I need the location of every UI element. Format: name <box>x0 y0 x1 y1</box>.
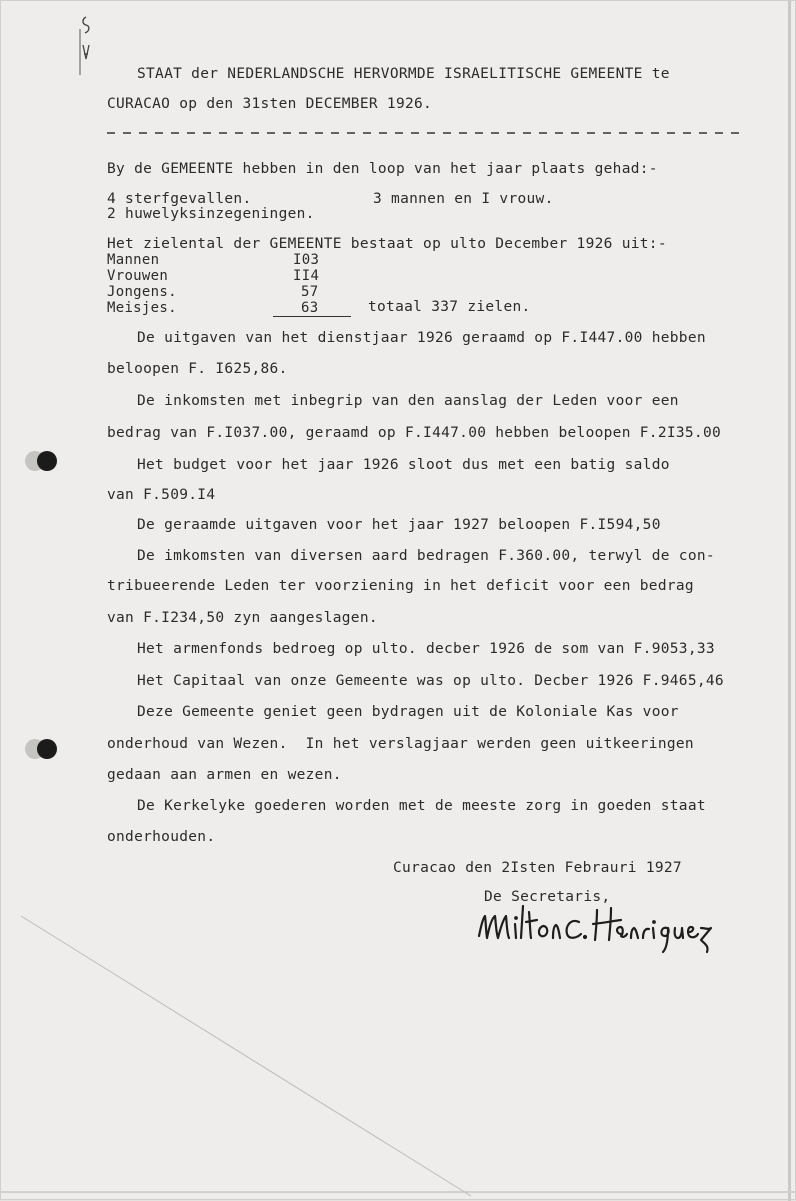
paragraph-line: Het Capitaal van onze Gemeente was op ulto. Decber 1926 F.9465,46 <box>137 673 724 689</box>
paragraph-line: beloopen F. I625,86. <box>107 361 288 377</box>
paragraph-line: bedrag van F.I037.00, geraamd op F.I447.00 hebben beloopen F.2I35.00 <box>107 425 722 441</box>
page-edge-bottom <box>1 1191 796 1193</box>
population-label-boys: Jongens. <box>107 284 177 300</box>
paragraph-line: tribueerende Leden ter voorziening in het deficit voor een bedrag <box>107 578 694 594</box>
punch-hole <box>37 739 57 759</box>
place-date: Curacao den 2Isten Febrauri 1927 <box>393 860 682 876</box>
paragraph-line: onderhouden. <box>107 829 216 845</box>
punch-hole <box>37 451 57 471</box>
paragraph-line: Het budget voor het jaar 1926 sloot dus met een batig saldo <box>137 457 670 473</box>
deaths-detail: 3 mannen en I vrouw. <box>373 191 554 207</box>
handwritten-signature <box>471 896 721 956</box>
heading-line-2: CURACAO op den 31sten DECEMBER 1926. <box>107 96 433 112</box>
secretary-title: De Secretaris, <box>484 889 611 905</box>
paragraph-line: van F.509.I4 <box>107 487 216 503</box>
paragraph-line: De Kerkelyke goederen worden met de meeste zorg in goeden staat <box>137 798 706 814</box>
population-sum-rule <box>273 316 351 317</box>
page-edge-right <box>788 1 791 1201</box>
marriages-line: 2 huwelyksinzegeningen. <box>107 206 315 222</box>
events-intro: By de GEMEENTE hebben in den loop van het jaar plaats gehad:- <box>107 161 658 177</box>
population-intro: Het zielental der GEMEENTE bestaat op ulto December 1926 uit:- <box>107 236 667 252</box>
population-value-boys: 57 <box>301 284 319 300</box>
dashed-separator <box>107 127 747 139</box>
population-value-men: I03 <box>293 252 320 268</box>
population-label-girls: Meisjes. <box>107 300 177 316</box>
population-total: totaal 337 zielen. <box>368 299 531 315</box>
fold-line <box>1 1 796 1201</box>
population-value-girls: 63 <box>301 300 319 316</box>
population-label-men: Mannen <box>107 252 160 268</box>
margin-note-mark <box>79 15 93 75</box>
population-value-women: II4 <box>293 268 320 284</box>
paragraph-line: De imkomsten van diversen aard bedragen F.360.00, terwyl de con- <box>137 548 715 564</box>
paragraph-line: van F.I234,50 zyn aangeslagen. <box>107 610 378 626</box>
paragraph-line: De geraamde uitgaven voor het jaar 1927 beloopen F.I594,50 <box>137 517 661 533</box>
heading-line-1: STAAT der NEDERLANDSCHE HERVORMDE ISRAELITISCHE GEMEENTE te <box>137 66 670 82</box>
population-label-women: Vrouwen <box>107 268 169 284</box>
paragraph-line: Het armenfonds bedroeg op ulto. decber 1926 de som van F.9053,33 <box>137 641 715 657</box>
paragraph-line: Deze Gemeente geniet geen bydragen uit de Koloniale Kas voor <box>137 704 679 720</box>
paragraph-line: De inkomsten met inbegrip van den aanslag der Leden voor een <box>137 393 679 409</box>
deaths-line: 4 sterfgevallen. <box>107 191 252 207</box>
paragraph-line: onderhoud van Wezen. In het verslagjaar werden geen uitkeeringen <box>107 736 694 752</box>
paragraph-line: gedaan aan armen en wezen. <box>107 767 342 783</box>
paragraph-line: De uitgaven van het dienstjaar 1926 geraamd op F.I447.00 hebben <box>137 330 706 346</box>
